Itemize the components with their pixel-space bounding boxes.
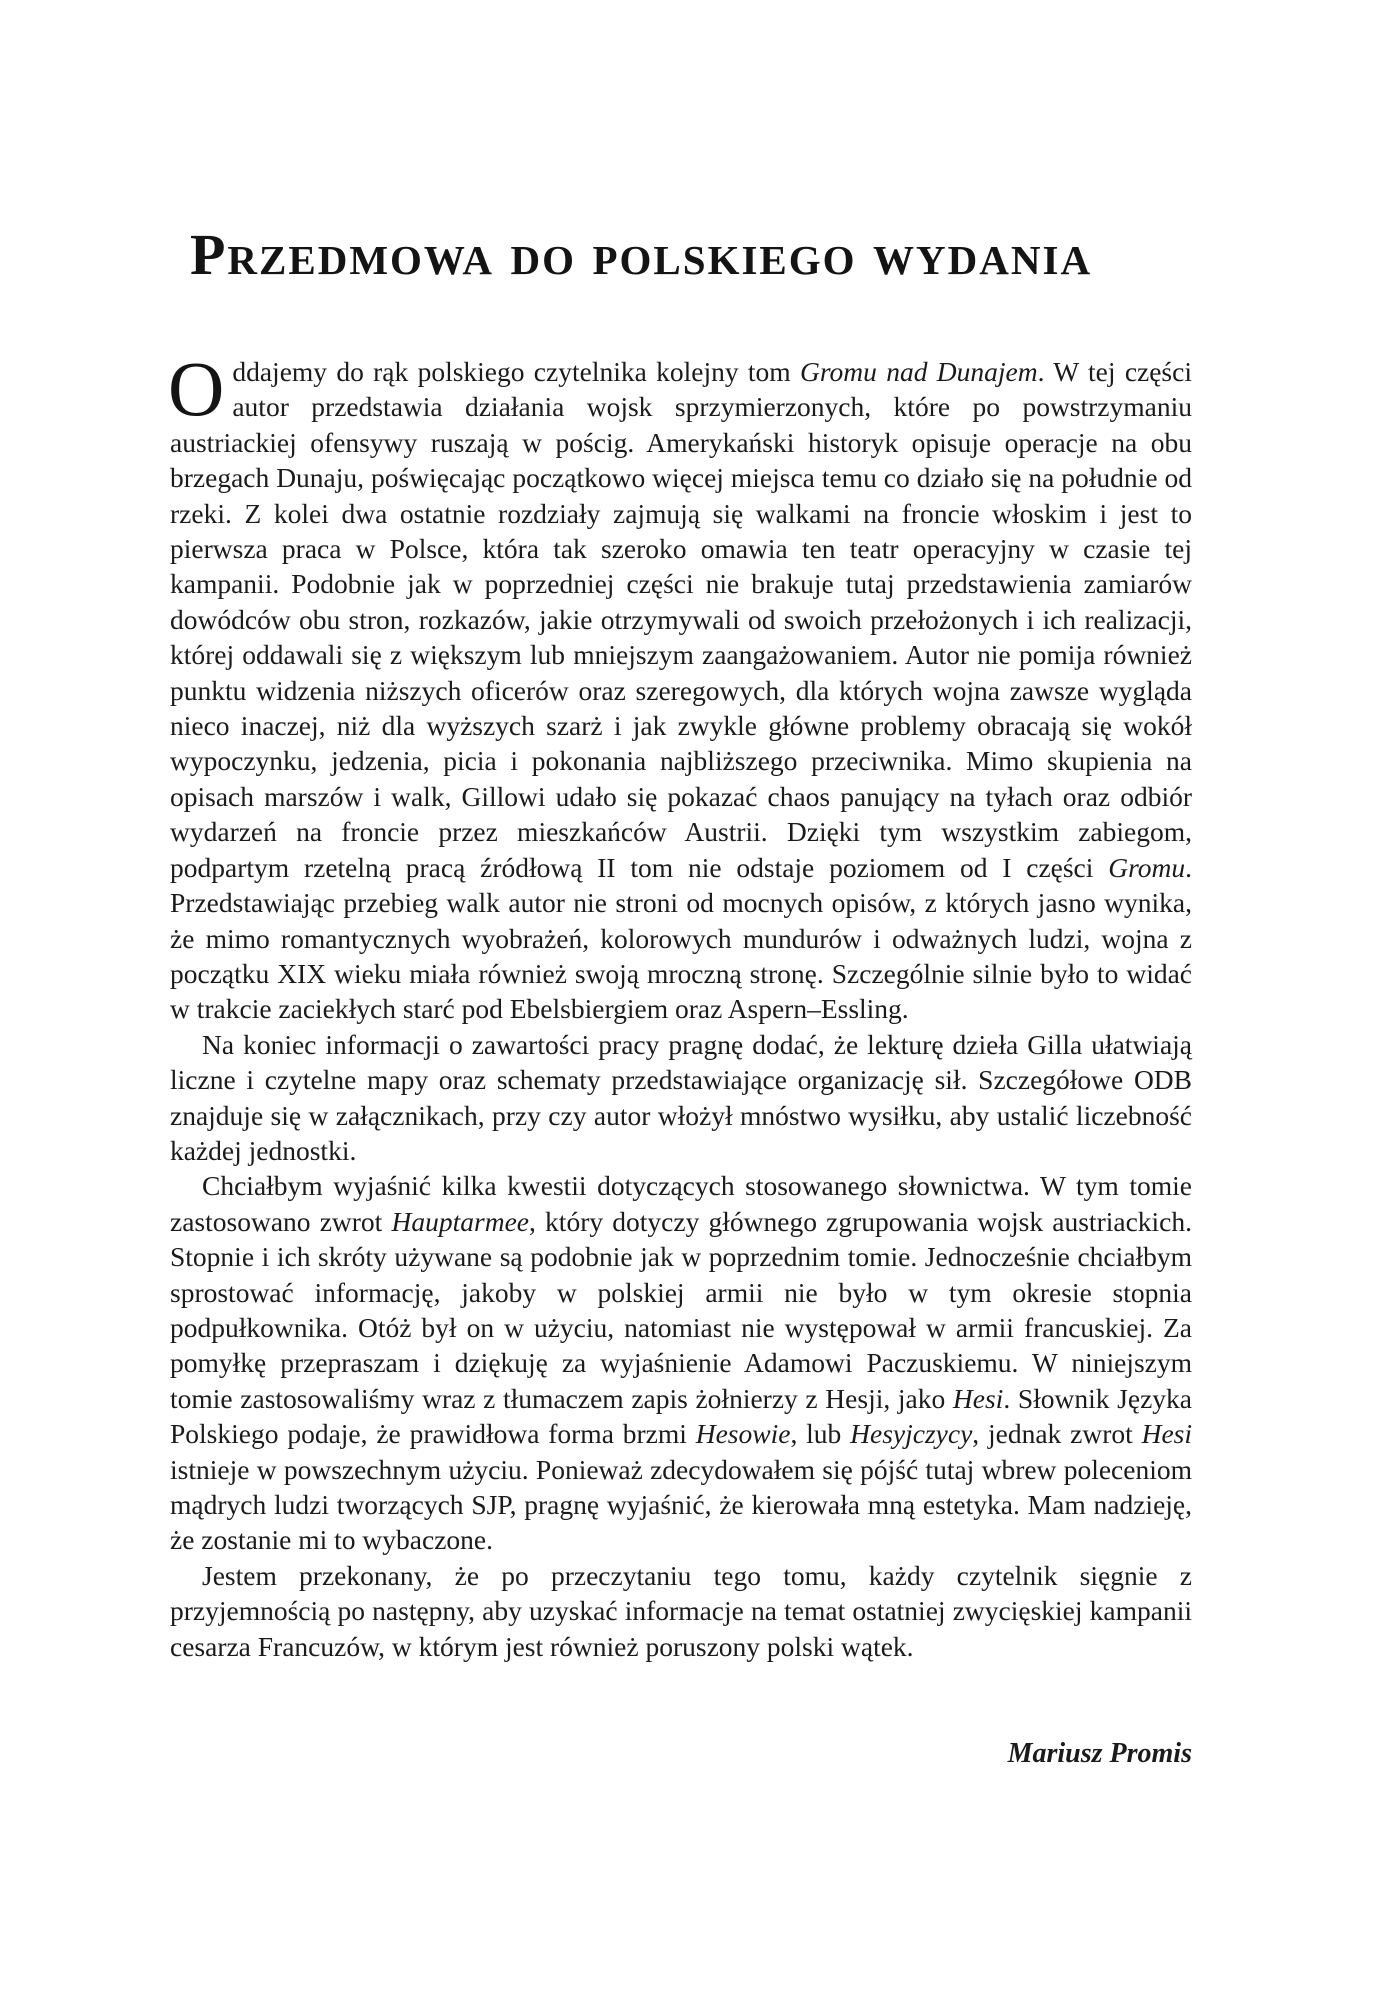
paragraph-4: Jestem przekonany, że po przeczytaniu tego tomu, każdy czytelnik sięgnie z przyjemnością po następny, aby uzyskać informacje na temat ostatniej zwycięskiej kampanii cesarza Francuzów, w którym jest również poruszony polski wątek. <box>170 1559 1192 1662</box>
paragraph-3 <box>170 1168 1192 1557</box>
page-title: Przedmowa do polskiego wydania <box>190 222 1093 287</box>
term-hauptarmee: Hauptarmee <box>391 1205 529 1237</box>
paragraph-1 <box>168 345 1192 1027</box>
paragraph-2: Na koniec informacji o zawartości pracy pragnę dodać, że lekturę dzieła Gilla ułatwiają liczne i czytelne mapy oraz schematy przedstawiające organizację sił. Szczegółowe ODB znajduje się w załącznikach, przy czy autor włożył mnóstwo wysiłku, aby ustalić liczebność każdej jednostki. <box>170 1028 1192 1166</box>
term-hesi-2: Hesi <box>1141 1418 1193 1450</box>
term-hesowie: Hesowie <box>695 1418 791 1450</box>
author-signature: Mariusz Promis <box>1007 1738 1192 1769</box>
paragraph-1-text-a: ddajemy do rąk polskiego czytelnika kolejny tom <box>232 356 800 387</box>
drop-cap: O <box>168 345 225 432</box>
book-title-short-italic: Gromu <box>1108 851 1186 883</box>
paragraph-1-text-c: . Przedstawiając przebieg walk autor nie stroni od mocnych opisów, z których jasno wynika, że mimo romantycznych wyobrażeń, kolorowych mundurów i odważnych ludzi, wojna z początku XIX wieku miała również swoją mroczną stronę. Szczególnie silnie było to widać w trakcie zaciekłych starć pod Ebelsbiergiem oraz Aspern–Essling. <box>170 851 1192 1025</box>
paragraph-3-text-a: Chciałbym wyjaśnić kilka kwestii dotyczących stosowanego słownictwa. W tym tomie zastosowano zwrot <box>170 1170 1192 1237</box>
term-hesi: Hesi <box>952 1382 1004 1414</box>
paragraph-3-text-c: . Słownik Języka Polskiego podaje, że prawidłowa forma brzmi <box>170 1382 1193 1450</box>
book-title-italic: Gromu nad Dunajem <box>800 356 1038 387</box>
paragraph-3-text-e: , jednak zwrot <box>972 1418 1142 1450</box>
paragraph-3-text-f: istnieje w powszechnym użyciu. Ponieważ zdecydowałem się pójść tutaj wbrew poleceniom mądrych ludzi tworzących SJP, pragnę wyjaśnić, że kierowała mną estetyka. Mam nadzieję, że zostanie mi to wybaczone. <box>170 1453 1192 1556</box>
paragraph-3-text-b: , który dotyczy głównego zgrupowania wojsk austriackich. Stopnie i ich skróty używane są podobnie jak w poprzednim tomie. Jednocześnie chciałbym sprostować informację, jakoby w polskiej armii nie było w tym okresie stopnia podpułkownika. Otóż był on w użyciu, natomiast nie występował w armii francuskiej. Za pomyłkę przepraszam i dziękuję za wyjaśnienie Adamowi Paczuskiemu. W niniejszym tomie zastosowaliśmy wraz z tłumaczem zapis żołnierzy z Hesji, jako <box>170 1205 1193 1414</box>
paragraph-1-text-b: . W tej części autor przedstawia działania wojsk sprzymierzonych, które po powstrzymaniu austriackiej ofensywy ruszają w pościg. Amerykański historyk opisuje operacje na obu brzegach Dunaju, poświęcając początkowo więcej miejsca temu co działo się na południe od rzeki. Z kolei dwa ostatnie rozdziały zajmują się walkami na froncie włoskim i jest to pierwsza praca w Polsce, która tak szeroko omawia ten teatr operacyjny w czasie tej kampanii. Podobnie jak w poprzedniej części nie brakuje tutaj przedstawienia zamiarów dowódców obu stron, rozkazów, jakie otrzymywali od swoich przełożonych i ich realizacji, której oddawali się z większym lub mniejszym zaangażowaniem. Autor nie pomija również punktu widzenia niższych oficerów oraz szeregowych, dla których wojna zawsze wygląda nieco inaczej, niż dla wyższych szarż i jak zwykle główne problemy obracają się wokół wypoczynku, jedzenia, picia i pokonania najbliższego przeciwnika. Mimo skupienia na opisach marszów i walk, Gillowi udało się pokazać chaos panujący na tyłach oraz odbiór wydarzeń na froncie przez mieszkańców Austrii. Dzięki tym wszystkim zabiegom, podpartym rzetelną pracą źródłową II tom nie odstaje poziomem od I części <box>170 356 1192 883</box>
term-hesyjczycy: Hesyjczycy <box>850 1418 973 1450</box>
paragraph-3-text-d: , lub <box>790 1418 851 1450</box>
preface-body <box>168 345 1193 1664</box>
